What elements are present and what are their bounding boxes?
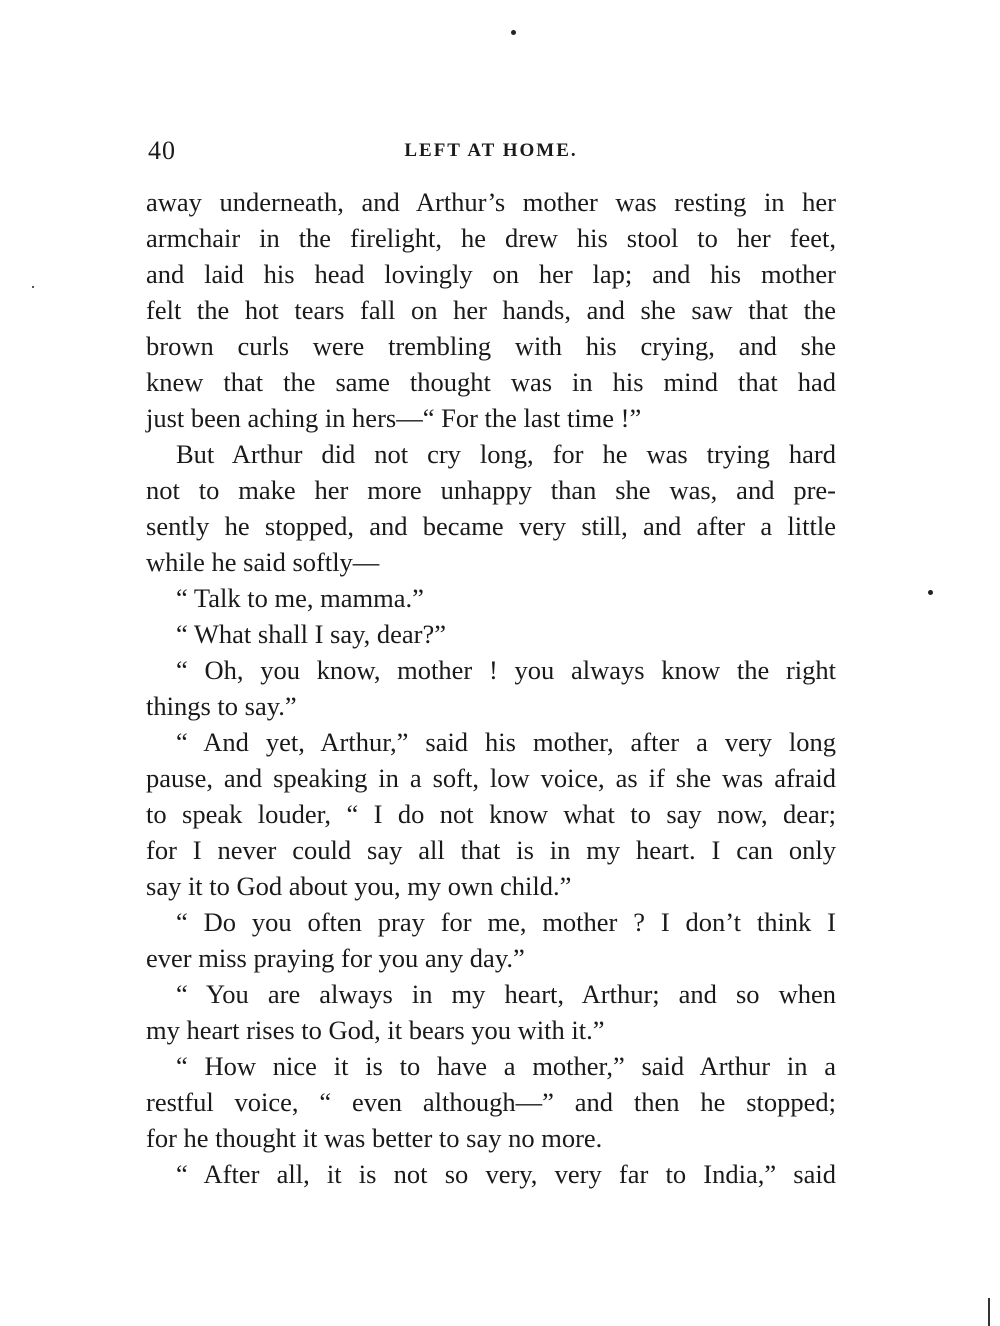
text-line: “ And yet, Arthur,” said his mother, after a very long xyxy=(176,727,836,757)
text-line: “ Talk to me, mamma.” xyxy=(176,583,424,613)
text-line: restful voice, “ even although—” and then he stopped; xyxy=(146,1087,836,1117)
text-line: while he said softly— xyxy=(146,547,380,577)
text-line: ever miss praying for you any day.” xyxy=(146,943,525,973)
text-line: But Arthur did not cry long, for he was trying hard xyxy=(176,439,836,469)
body-text xyxy=(146,184,836,1192)
text-line: knew that the same thought was in his mind that had xyxy=(146,367,836,397)
text-line: for I never could say all that is in my heart. I can only xyxy=(146,835,836,865)
text-line: and laid his head lovingly on her lap; and his mother xyxy=(146,259,836,289)
print-speck xyxy=(511,30,516,35)
text-line: say it to God about you, my own child.” xyxy=(146,871,572,901)
page-number: 40 xyxy=(148,136,176,165)
text-line: just been aching in hers—“ For the last time !” xyxy=(146,403,642,433)
text-line: for he thought it was better to say no more. xyxy=(146,1123,603,1153)
text-line: sently he stopped, and became very still, and after a little xyxy=(146,511,836,541)
print-speck xyxy=(32,286,34,288)
page-edge-mark xyxy=(988,1298,990,1326)
text-line: “ Oh, you know, mother ! you always know the right xyxy=(176,655,836,685)
text-line: “ How nice it is to have a mother,” said Arthur in a xyxy=(176,1051,836,1081)
text-line: away underneath, and Arthur’s mother was resting in her xyxy=(146,187,836,217)
text-line: “ You are always in my heart, Arthur; and so when xyxy=(176,979,836,1009)
text-line: armchair in the firelight, he drew his stool to her feet, xyxy=(146,223,836,253)
text-line: “ Do you often pray for me, mother ? I don’t think I xyxy=(176,907,836,937)
print-speck xyxy=(928,590,933,595)
text-line: pause, and speaking in a soft, low voice, as if she was afraid xyxy=(146,763,836,793)
running-title: LEFT AT HOME. xyxy=(404,140,578,161)
text-line: my heart rises to God, it bears you with it.” xyxy=(146,1015,605,1045)
page-header xyxy=(146,136,836,170)
text-line: things to say.” xyxy=(146,691,297,721)
text-line: not to make her more unhappy than she was, and pre- xyxy=(146,475,836,505)
text-line: to speak louder, “ I do not know what to say now, dear; xyxy=(146,799,836,829)
text-line: “ What shall I say, dear?” xyxy=(176,619,447,649)
text-line: “ After all, it is not so very, very far to India,” said xyxy=(176,1159,836,1189)
text-line: felt the hot tears fall on her hands, and she saw that the xyxy=(146,295,836,325)
text-line: brown curls were trembling with his crying, and she xyxy=(146,331,836,361)
